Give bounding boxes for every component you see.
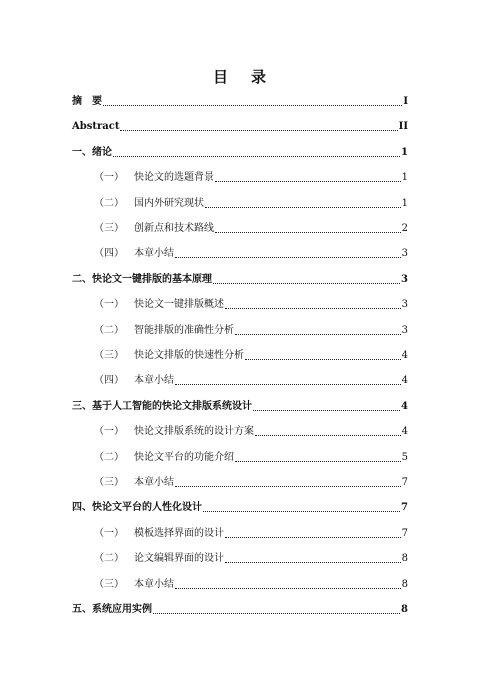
toc-chapter-entry[interactable] [72, 93, 408, 109]
toc-entry-label: 快论文平台的功能介绍 [134, 451, 234, 463]
toc-entry-number: （二） [94, 324, 124, 336]
toc-entry-label: 本章小结 [134, 477, 174, 488]
toc-dot-leader [103, 104, 402, 106]
toc-dot-leader [215, 231, 401, 233]
toc-dot-leader [225, 536, 401, 538]
toc-entry-number: （三） [94, 223, 124, 234]
toc-page-number: 1 [401, 172, 408, 184]
toc-entry-label: 论文编辑界面的设计 [134, 553, 224, 565]
toc-section-entry[interactable] [72, 169, 408, 185]
toc-dot-leader [215, 180, 401, 182]
title-char-1: 目 [212, 68, 229, 86]
toc-entry-number: （四） [94, 375, 124, 387]
toc-section-entry[interactable] [72, 449, 408, 465]
toc-section-entry[interactable] [72, 550, 408, 566]
toc-chapter-entry[interactable] [72, 601, 408, 617]
toc-page-number: 2 [401, 223, 408, 234]
toc-section-entry[interactable] [72, 195, 408, 211]
toc-dot-leader [255, 434, 401, 436]
toc-dot-leader [213, 282, 400, 284]
toc-page-number: 8 [401, 604, 408, 615]
toc-entry-label: 四、快论文平台的人性化设计 [72, 502, 202, 514]
toc-dot-leader [120, 129, 397, 131]
toc-dot-leader [175, 587, 401, 589]
toc-section-entry[interactable] [72, 347, 408, 363]
toc-page-number: II [398, 121, 408, 133]
toc-entry-number: （二） [94, 451, 124, 463]
toc-dot-leader [235, 460, 401, 462]
toc-page-number: 5 [401, 451, 408, 463]
toc-chapter-entry[interactable] [72, 499, 408, 515]
toc-page-number: 8 [401, 578, 408, 590]
toc-entry-label: 智能排版的准确性分析 [134, 324, 234, 336]
toc-section-entry[interactable] [72, 220, 408, 236]
toc-entry-number: （四） [94, 248, 124, 260]
toc-page-number: 4 [401, 426, 408, 438]
toc-chapter-entry[interactable] [72, 271, 408, 287]
toc-page-number: 7 [401, 502, 408, 514]
toc-entry-number: （三） [94, 350, 124, 361]
toc-page-number: 7 [401, 527, 408, 539]
toc-entry-number: （一） [94, 527, 124, 539]
toc-page-number: 3 [401, 324, 408, 336]
toc-entry-label: 创新点和技术路线 [134, 223, 214, 234]
toc-page-number: I [403, 96, 408, 107]
toc-entry-label: 快论文排版系统的设计方案 [134, 426, 254, 438]
toc-section-entry[interactable] [72, 576, 408, 592]
toc-entry-label: 快论文一键排版概述 [134, 299, 224, 311]
toc-entry-label: 国内外研究现状 [134, 197, 204, 209]
toc-entry-label: 摘 要 [72, 96, 102, 107]
toc-chapter-entry[interactable] [72, 144, 408, 160]
toc-entry-label: 五、系统应用实例 [72, 604, 152, 615]
toc-entry-label: Abstract [72, 121, 120, 133]
toc-page-number: 4 [401, 350, 408, 361]
toc-page-number: 1 [401, 197, 408, 209]
toc-entry-label: 模板选择界面的设计 [134, 527, 224, 539]
toc-entry-number: （一） [94, 426, 124, 438]
toc-page-number: 1 [401, 146, 408, 158]
toc-dot-leader [225, 307, 401, 309]
toc-entry-label: 本章小结 [134, 248, 174, 260]
toc-entry-number: （一） [94, 299, 124, 311]
toc-dot-leader [245, 358, 401, 360]
toc-page-number: 8 [401, 553, 408, 565]
toc-dot-leader [205, 206, 401, 208]
toc-dot-leader [253, 409, 400, 411]
toc-entry-number: （三） [94, 477, 124, 488]
toc-section-entry[interactable] [72, 296, 408, 312]
toc-page-number: 3 [401, 273, 408, 285]
toc-dot-leader [225, 561, 401, 563]
toc-entry-label: 三、基于人工智能的快论文排版系统设计 [72, 400, 252, 412]
toc-entry-label: 快论文排版的快速性分析 [134, 350, 244, 361]
toc-page-number: 4 [401, 375, 408, 387]
toc-dot-leader [175, 485, 401, 487]
toc-entry-number: （一） [94, 172, 124, 184]
toc-section-entry[interactable] [72, 322, 408, 338]
toc-section-entry[interactable] [72, 525, 408, 541]
toc-page-number: 3 [401, 299, 408, 311]
toc-dot-leader [175, 383, 401, 385]
toc-chapter-entry[interactable] [72, 398, 408, 414]
toc-entry-number: （三） [94, 578, 124, 590]
page-title [0, 66, 480, 87]
toc-page-number: 7 [401, 477, 408, 488]
toc-dot-leader [153, 612, 400, 614]
toc-section-entry[interactable] [72, 372, 408, 388]
toc-chapter-entry[interactable] [72, 118, 408, 134]
toc-dot-leader [203, 510, 400, 512]
toc-entry-number: （二） [94, 197, 124, 209]
toc-dot-leader [175, 256, 401, 258]
toc-page-number: 4 [401, 400, 408, 412]
toc-entry-label: 二、快论文一键排版的基本原理 [72, 273, 212, 285]
toc-entry-label: 快论文的选题背景 [134, 172, 214, 184]
toc-section-entry[interactable] [72, 423, 408, 439]
toc-section-entry[interactable] [72, 245, 408, 261]
toc-page-number: 3 [401, 248, 408, 260]
title-char-2: 录 [251, 68, 268, 86]
toc-entry-number: （二） [94, 553, 124, 565]
toc-entry-label: 本章小结 [134, 578, 174, 590]
toc-dot-leader [113, 155, 400, 157]
toc-entry-label: 本章小结 [134, 375, 174, 387]
toc-section-entry[interactable] [72, 474, 408, 490]
toc-entry-label: 一、绪论 [72, 146, 112, 158]
toc-dot-leader [235, 333, 401, 335]
